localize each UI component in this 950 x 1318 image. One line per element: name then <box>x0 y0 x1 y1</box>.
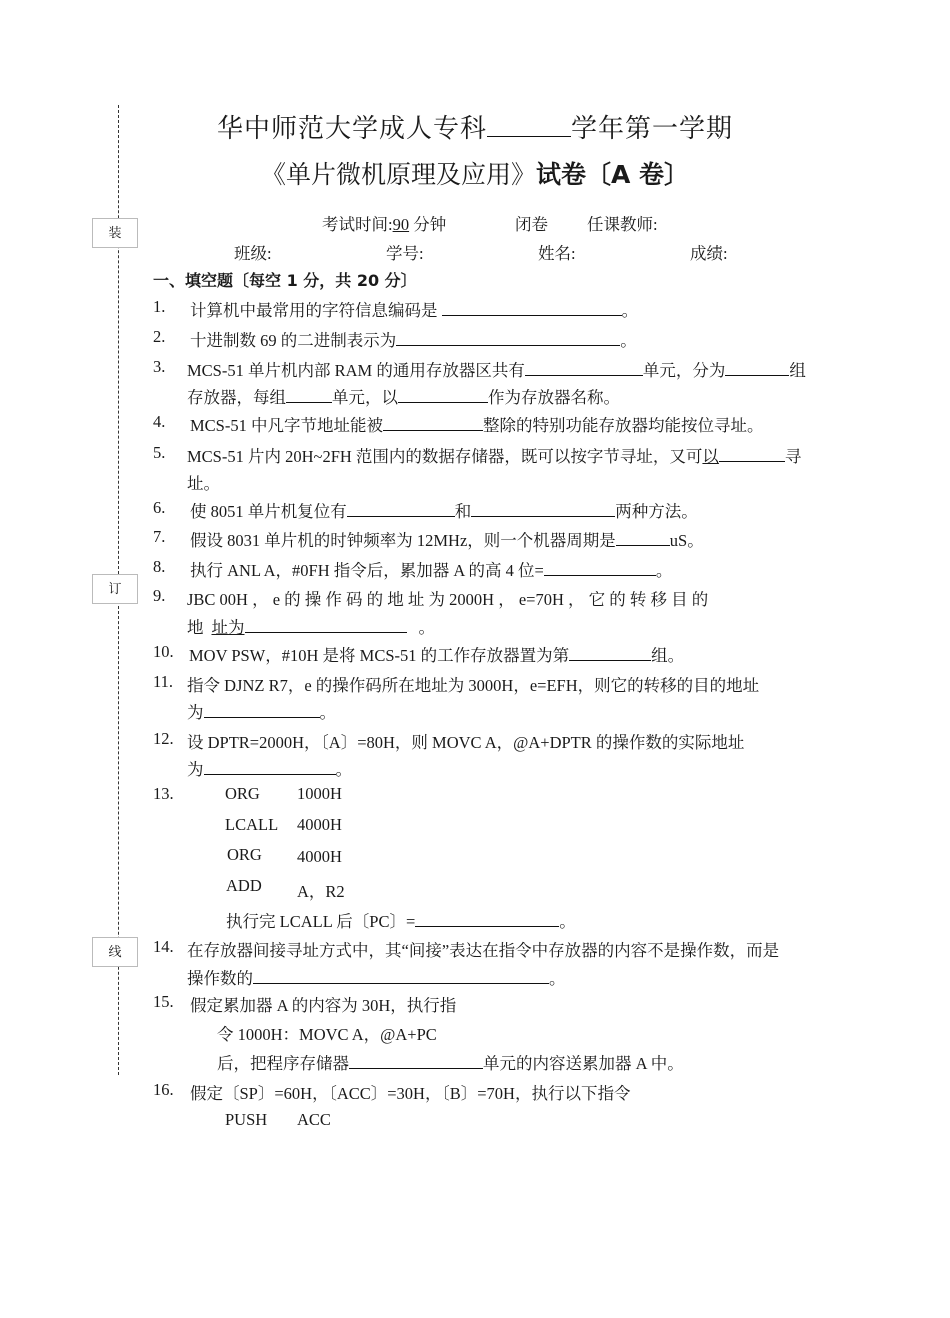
period: 。 <box>549 969 566 988</box>
question-9-line2 <box>187 614 435 638</box>
answer-blank[interactable] <box>525 359 643 376</box>
q14-text-b: 操作数的 <box>187 969 253 988</box>
q2-text: 十进制数 69 的二进制表示为 <box>190 331 397 350</box>
answer-blank[interactable] <box>347 500 455 517</box>
question-number: 5. <box>153 443 166 462</box>
question-number: 12. <box>153 729 174 748</box>
answer-blank[interactable] <box>245 616 407 633</box>
question-number: 9. <box>153 586 166 605</box>
q3-text-b: 单元，分为 <box>642 361 726 380</box>
question-9-line1: JBC 00H ， e 的 操 作 码 的 地 址 为 2000H ， e=70H ， 它 的 转 移 目 的 <box>187 590 709 609</box>
q5-text-a: MCS-51 片内 20H~2FH 范围内的数据存储器，既可以按字节寻址，又可 <box>187 447 703 466</box>
q3-text-c: 组 <box>789 361 806 380</box>
question-14-line2 <box>187 965 566 989</box>
q15-text-d: 单元的内容送累加器 A 中。 <box>483 1054 684 1073</box>
paper-type: 试卷〔A 卷〕 <box>535 160 690 189</box>
answer-blank[interactable] <box>569 644 651 661</box>
course-name: 《单片微机原理及应用》 <box>260 160 536 189</box>
student-id-label: 学号: <box>386 244 424 263</box>
question-16: 假定〔SP〕=60H，〔ACC〕=30H，〔B〕=70H，执行以下指令 <box>190 1084 631 1103</box>
q6-text-b: 和 <box>454 502 472 521</box>
q10-text-a: MOV PSW，#10H 是将 MCS-51 的工作存放器置为第 <box>189 646 570 665</box>
question-15-line3 <box>217 1050 684 1074</box>
q11-text-b: 为 <box>187 703 204 722</box>
question-13-result <box>226 908 576 932</box>
score-label: 成绩: <box>690 244 728 263</box>
answer-blank[interactable] <box>383 414 483 431</box>
code-arg: 4000H <box>297 847 342 866</box>
q5-text-u: 以 <box>702 447 719 466</box>
question-3-line1 <box>187 357 806 381</box>
q4-text-a: MCS-51 中凡字节地址能被 <box>190 416 383 435</box>
year-blank <box>487 116 571 137</box>
q9-text-u: 址为 <box>211 618 245 637</box>
answer-blank[interactable] <box>415 910 559 927</box>
question-number: 15. <box>153 992 174 1011</box>
question-2 <box>190 327 637 351</box>
side-label-ding: 订 <box>92 574 138 604</box>
code-arg: 1000H <box>297 784 342 803</box>
closed-book: 闭卷 <box>515 215 548 234</box>
question-12-line2 <box>187 756 352 780</box>
exam-minutes: 90 <box>392 215 410 234</box>
question-5-line2: 址。 <box>187 474 220 493</box>
question-3-line2 <box>187 384 620 408</box>
period: 。 <box>418 618 435 637</box>
side-label-xian: 线 <box>92 937 138 967</box>
q3-text-d: 存放器，每组 <box>187 388 286 407</box>
question-15-line1: 假定累加器 A 的内容为 30H，执行指 <box>190 996 457 1015</box>
question-number: 16. <box>153 1080 174 1099</box>
question-5-line1 <box>187 443 801 467</box>
section-title: 一、填空题〔每空 1 分，共 20 分〕 <box>153 271 417 290</box>
answer-blank[interactable] <box>544 559 656 576</box>
q3-text-f: 作为存放器名称。 <box>488 388 620 407</box>
q9-text-b: 地 <box>187 618 204 637</box>
name-label: 姓名: <box>538 244 576 263</box>
q8-text: 执行 ANL A，#0FH 指令后，累加器 A 的高 4 位= <box>190 561 544 580</box>
q12-text-b: 为 <box>187 760 204 779</box>
title-semester: 学年第一学期 <box>571 114 734 144</box>
q6-text-c: 两种方法。 <box>615 502 698 521</box>
question-15-line2: 令 1000H：MOVC A，@A+PC <box>217 1025 437 1044</box>
teacher-label: 任课教师: <box>587 215 658 234</box>
question-number: 10. <box>153 642 174 661</box>
question-11-line2 <box>187 699 336 723</box>
q3-text-e: 单元，以 <box>332 388 398 407</box>
question-7 <box>190 527 704 551</box>
period: 。 <box>335 760 352 779</box>
period: 。 <box>620 331 637 350</box>
q10-text-b: 组。 <box>651 646 685 665</box>
question-number: 14. <box>153 937 174 956</box>
question-number: 4. <box>153 412 166 431</box>
answer-blank[interactable] <box>719 445 785 462</box>
code-op: ORG <box>227 845 262 864</box>
side-label-zhuang: 装 <box>92 218 138 248</box>
code-op: ORG <box>225 784 260 803</box>
question-number: 6. <box>153 498 166 517</box>
question-1 <box>190 297 638 321</box>
exam-unit: 分钟 <box>413 215 447 234</box>
answer-blank[interactable] <box>204 758 336 775</box>
answer-blank[interactable] <box>253 967 549 984</box>
q5-text-b: 寻 <box>784 447 802 466</box>
question-4 <box>190 412 763 436</box>
code-arg: 4000H <box>297 815 342 834</box>
answer-blank[interactable] <box>398 386 488 403</box>
code-arg: ACC <box>297 1110 331 1129</box>
question-number: 2. <box>153 327 166 346</box>
answer-blank[interactable] <box>286 386 332 403</box>
q15-text-c: 后，把程序存储器 <box>217 1054 349 1073</box>
question-number: 11. <box>153 672 174 691</box>
answer-blank[interactable] <box>204 701 320 718</box>
period: 。 <box>621 301 639 320</box>
answer-blank[interactable] <box>442 299 622 316</box>
period: 。 <box>319 703 336 722</box>
code-arg: A，R2 <box>297 882 345 901</box>
answer-blank[interactable] <box>471 500 615 517</box>
q6-text-a: 使 8051 单片机复位有 <box>190 502 347 521</box>
question-10 <box>189 642 684 666</box>
exam-time-label: 考试时间: <box>322 215 393 234</box>
code-op: ADD <box>226 876 262 895</box>
q7-text-b: uS。 <box>669 531 704 550</box>
answer-blank[interactable] <box>725 359 789 376</box>
question-8 <box>190 557 672 581</box>
class-label: 班级: <box>234 244 272 263</box>
answer-blank[interactable] <box>396 329 620 346</box>
exam-time <box>322 211 446 235</box>
exam-title <box>0 108 950 145</box>
q13-text-b: 执行完 LCALL 后〔PC〕= <box>226 912 416 931</box>
q7-text-a: 假设 8031 单片机的时钟频率为 12MHz，则一个机器周期是 <box>190 531 616 550</box>
question-number: 3. <box>153 357 166 376</box>
exam-subtitle <box>0 155 950 191</box>
question-12-line1: 设 DPTR=2000H，〔A〕=80H，则 MOVC A，@A+DPTR 的操作数的实际地址 <box>187 733 745 752</box>
question-number: 13. <box>153 784 174 803</box>
question-number: 8. <box>153 557 166 576</box>
q1-text: 计算机中最常用的字符信息编码是 <box>190 301 438 320</box>
question-11-line1: 指令 DJNZ R7，e 的操作码所在地址为 3000H，e=EFH，则它的转移的目的地址 <box>187 676 760 695</box>
period: 。 <box>559 912 576 931</box>
question-14-line1: 在存放器间接寻址方式中，其“间接”表达在指令中存放器的内容不是操作数，而是 <box>187 941 780 960</box>
code-op: LCALL <box>225 815 279 834</box>
q3-text-a: MCS-51 单片机内部 RAM 的通用存放器区共有 <box>187 361 525 380</box>
question-6 <box>190 498 698 522</box>
code-op: PUSH <box>225 1110 268 1129</box>
question-number: 7. <box>153 527 166 546</box>
question-number: 1. <box>153 297 166 316</box>
answer-blank[interactable] <box>349 1052 483 1069</box>
period: 。 <box>655 561 673 580</box>
answer-blank[interactable] <box>616 529 670 546</box>
q4-text-b: 整除的特别功能存放器均能按位寻址。 <box>482 416 764 435</box>
title-school: 华中师范大学成人专科 <box>216 114 487 144</box>
